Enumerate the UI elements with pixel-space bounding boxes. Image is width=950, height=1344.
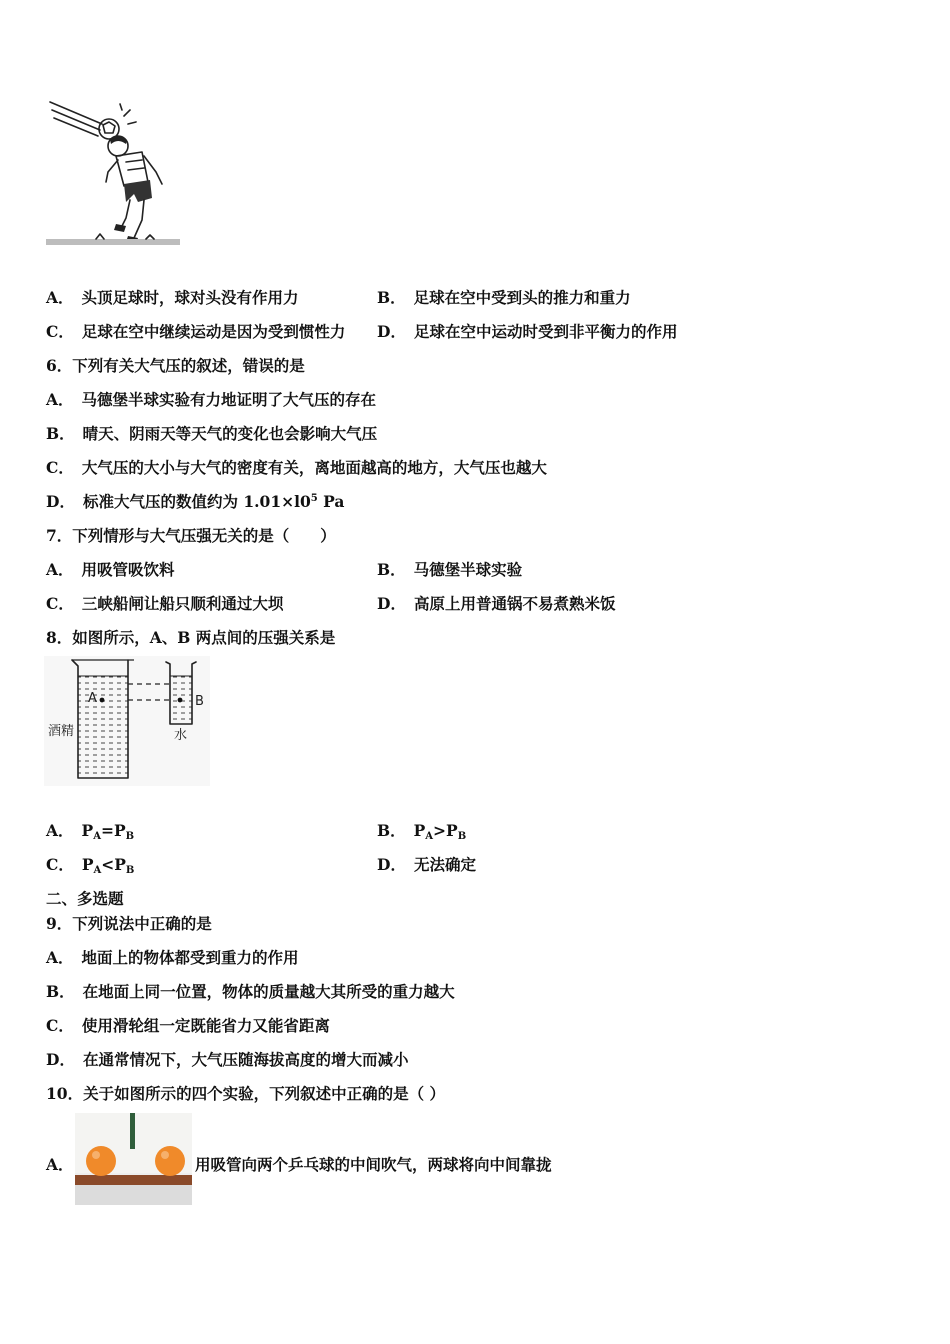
pressure-subscript: B	[457, 831, 467, 842]
option-text: 用吸管吸饮料	[81, 560, 175, 579]
relation-operator: >	[433, 821, 447, 840]
pressure-subscript: B	[125, 831, 135, 842]
q6-option-c[interactable]	[46, 456, 547, 478]
pressure-symbol: P	[446, 821, 458, 840]
option-text: 地面上的物体都受到重力的作用	[81, 948, 299, 967]
pressure-symbol: P	[114, 855, 126, 874]
q8-option-b[interactable]	[377, 819, 466, 842]
q7-option-b[interactable]	[377, 558, 522, 580]
option-letter: C．	[46, 322, 74, 341]
option-letter: A．	[46, 821, 74, 840]
q9-stem: 9．下列说法中正确的是	[46, 914, 212, 933]
q7-stem: 7．下列情形与大气压强无关的是（ ）	[46, 526, 336, 545]
q6-stem: 6．下列有关大气压的叙述，错误的是	[46, 356, 305, 375]
option-letter: A．	[46, 948, 74, 967]
option-letter: B．	[377, 821, 406, 840]
q9-option-b[interactable]	[46, 980, 455, 1002]
alcohol-liquid	[78, 676, 128, 778]
pressure-subscript: A	[93, 865, 102, 876]
relation-operator: =	[100, 821, 114, 840]
option-letter: A．	[46, 390, 74, 409]
option-letter: B．	[377, 288, 406, 307]
straw	[130, 1113, 135, 1149]
point-b-label: B	[195, 694, 204, 709]
option-letter: B．	[377, 560, 406, 579]
option-text: 足球在空中受到头的推力和重力	[413, 288, 631, 307]
option-letter: A．	[46, 288, 74, 307]
point-b-marker	[178, 698, 183, 703]
q7-option-c[interactable]	[46, 592, 283, 614]
soccer-header-player-icon	[46, 98, 184, 250]
q5-option-b[interactable]	[377, 286, 631, 308]
option-text: 使用滑轮组一定既能省力又能省距离	[81, 1016, 330, 1035]
beaker-diagram	[44, 656, 210, 786]
section-title: 二、多选题	[46, 889, 124, 908]
option-letter: A．	[46, 560, 74, 579]
q5-option-a[interactable]	[46, 286, 299, 308]
pressure-subscript: A	[93, 831, 101, 842]
q8-option-d[interactable]	[377, 853, 476, 875]
q9-option-c[interactable]	[46, 1014, 330, 1036]
q9-option-d[interactable]	[46, 1048, 408, 1070]
relation-operator: <	[101, 855, 115, 874]
ping-pong-ball-right	[155, 1146, 185, 1176]
option-letter: D．	[377, 594, 406, 613]
option-text: 晴天、阴雨天等天气的变化也会影响大气压	[82, 424, 378, 443]
q10-option-a-letter[interactable]: A．	[46, 1155, 74, 1174]
pressure-symbol: P	[413, 821, 426, 840]
q6-option-a[interactable]	[46, 388, 376, 410]
option-letter: C．	[46, 1016, 74, 1035]
option-text: 足球在空中运动时受到非平衡力的作用	[413, 322, 678, 341]
option-letter: D．	[46, 1050, 75, 1069]
q6-option-d[interactable]	[46, 490, 344, 512]
option-letter: C．	[46, 855, 74, 874]
point-a-marker	[100, 698, 105, 703]
option-text: 三峡船闸让船只顺利通过大坝	[81, 594, 284, 613]
q9-option-a[interactable]	[46, 946, 299, 968]
q10-stem: 10．关于如图所示的四个实验，下列叙述中正确的是（ ）	[46, 1084, 445, 1103]
option-text: 无法确定	[413, 855, 476, 874]
pressure-symbol: P	[113, 821, 126, 840]
option-text: 高原上用普通锅不易煮熟米饭	[413, 594, 616, 613]
q7-option-d[interactable]	[377, 592, 615, 614]
q8-option-a[interactable]	[46, 819, 134, 842]
option-text: 在通常情况下，大气压随海拔高度的增大而减小	[82, 1050, 409, 1069]
option-letter: D．	[46, 492, 75, 511]
q8-option-c[interactable]	[46, 853, 134, 876]
option-text-before: 标准大气压的数值约为 1.01×l0	[82, 492, 311, 511]
option-text: 在地面上同一位置，物体的质量越大其所受的重力越大	[82, 982, 455, 1001]
exponent: 5	[310, 493, 318, 504]
option-text: 马德堡半球实验	[413, 560, 523, 579]
option-letter: D．	[377, 855, 406, 874]
option-text: 足球在空中继续运动是因为受到惯性力	[81, 322, 346, 341]
ping-pong-balls-straw-photo	[75, 1113, 192, 1205]
alcohol-label: 酒精	[48, 724, 75, 739]
pressure-subscript: A	[425, 831, 434, 842]
pressure-subscript: B	[125, 865, 135, 876]
ping-pong-ball-left	[86, 1146, 116, 1176]
option-text-after: Pa	[317, 492, 345, 511]
pressure-symbol: P	[81, 855, 94, 874]
wooden-board	[75, 1175, 192, 1185]
option-text: 马德堡半球实验有力地证明了大气压的存在	[81, 390, 377, 409]
option-letter: D．	[377, 322, 406, 341]
point-a-label: A	[88, 691, 97, 706]
q10-option-a-text: 用吸管向两个乒乓球的中间吹气，两球将向中间靠拢	[195, 1155, 552, 1174]
option-letter: B．	[46, 424, 75, 443]
water-label: 水	[174, 728, 188, 743]
q7-option-a[interactable]	[46, 558, 175, 580]
pressure-symbol: P	[81, 821, 94, 840]
q8-stem: 8．如图所示，A、B 两点间的压强关系是	[46, 628, 336, 647]
option-text: 大气压的大小与大气的密度有关，离地面越高的地方，大气压也越大	[81, 458, 547, 477]
option-letter: C．	[46, 458, 74, 477]
option-letter: C．	[46, 594, 74, 613]
q5-option-d[interactable]	[377, 320, 677, 342]
q6-option-b[interactable]	[46, 422, 377, 444]
option-letter: B．	[46, 982, 75, 1001]
q5-option-c[interactable]	[46, 320, 345, 342]
option-text: 头顶足球时，球对头没有作用力	[81, 288, 299, 307]
